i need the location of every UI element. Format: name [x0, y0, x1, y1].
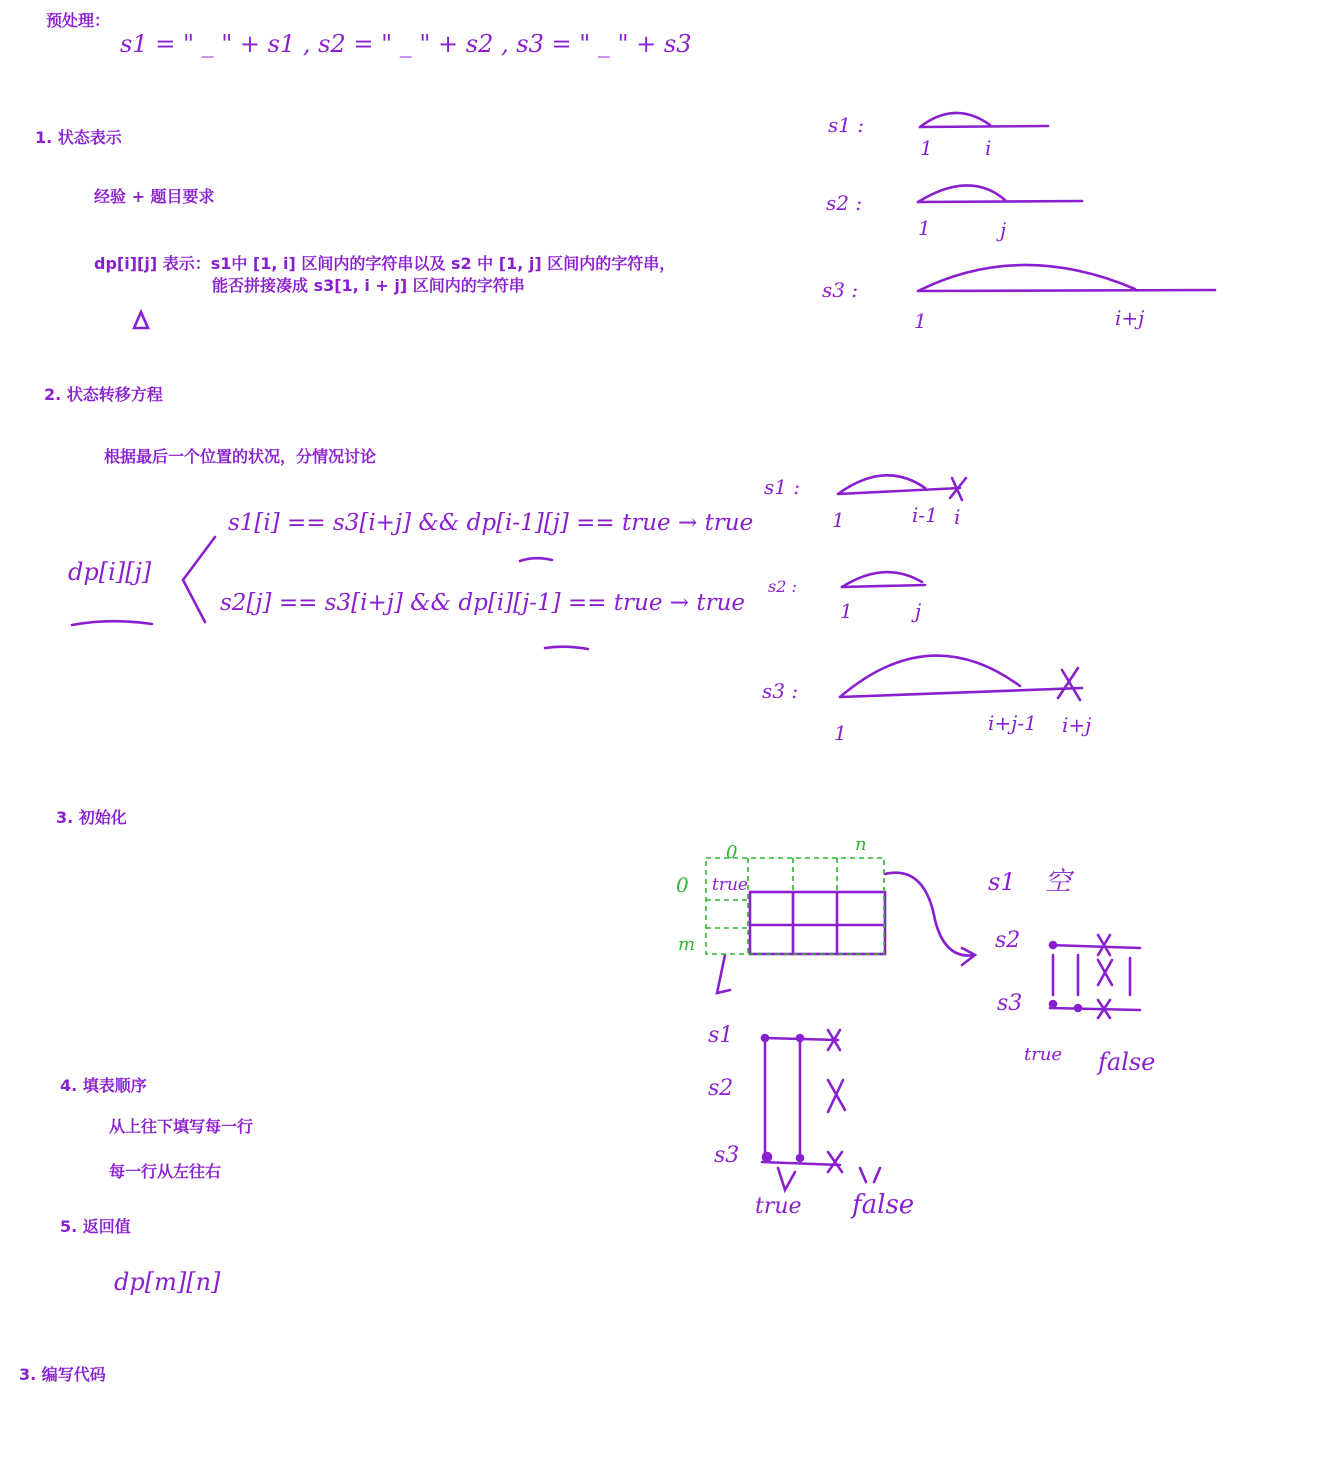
sk2-ij: i+j [1062, 713, 1092, 737]
sk2-ijm1: i+j-1 [988, 711, 1037, 735]
sk2-s3: s3 : [762, 679, 799, 703]
s3-arc [918, 265, 1135, 291]
section-4-line2: 每一行从左往右 [109, 1162, 222, 1181]
section-1-line3: 能否拼接凑成 s3[1, i + j] 区间内的字符串 [212, 276, 525, 295]
grid-row0: 0 [676, 873, 689, 897]
sideA-s3: s3 [997, 991, 1023, 1016]
section-2-line1: 根据最后一个位置的状况，分情况讨论 [104, 447, 377, 466]
s2b-line [842, 585, 925, 587]
grid-cell-true: true [712, 875, 748, 895]
triangle-doodle [134, 312, 148, 328]
s3b-line [840, 688, 1082, 697]
transition-brace [183, 537, 215, 622]
sk2-j: j [915, 599, 922, 623]
grid-rowm: m [678, 934, 696, 955]
section-2-title: 2. 状态转移方程 [44, 385, 163, 404]
sideB-false: false [852, 1190, 915, 1220]
grid-green [706, 858, 884, 954]
sideB-s2: s2 [708, 1076, 734, 1101]
sideA-lines [1050, 945, 1140, 1010]
sk1-1b: 1 [918, 216, 931, 240]
sideA-empty: 空 [1045, 867, 1072, 897]
sideA-false: false [1098, 1048, 1156, 1076]
preprocess-formula: s1 = " _ " + s1 , s2 = " _ " + s2 , s3 = " _ " + s3 [120, 30, 692, 58]
sideA-mid-cross [1098, 960, 1112, 985]
grid-green-inner [706, 858, 837, 954]
s1-arc [920, 113, 990, 127]
grid-purple [750, 892, 885, 954]
sideB-cross-bottom [828, 1152, 842, 1172]
preprocess-title: 预处理： [46, 11, 111, 30]
s2-line [918, 201, 1082, 202]
s1b-line [838, 488, 960, 494]
section-4-line1: 从上往下填写每一行 [109, 1117, 254, 1136]
return-value: dp[m][n] [114, 1268, 221, 1296]
sk1-s1: s1 : [828, 113, 865, 137]
sk1-1a: 1 [920, 136, 933, 160]
s3-line [918, 290, 1215, 291]
sk1-s2: s2 : [826, 191, 863, 215]
sk2-i: i [954, 505, 961, 529]
sideA-dot [1050, 1001, 1056, 1007]
s3b-cross [1058, 668, 1080, 700]
sideB-cross-mid [828, 1080, 845, 1112]
section-3-title: 3. 初始化 [56, 808, 127, 827]
case1-underline [520, 558, 552, 561]
sideB-lines [762, 1038, 840, 1165]
sk1-ij: i+j [1115, 306, 1145, 330]
sideA-dot [1050, 942, 1056, 948]
sk2-im1: i-1 [912, 503, 938, 527]
s2-arc [918, 185, 1005, 202]
sk2-s2: s2 : [768, 577, 797, 596]
sideA-true: true [1024, 1044, 1063, 1065]
s1-line [920, 126, 1048, 127]
grid-arrow [885, 873, 975, 965]
sk1-1c: 1 [914, 309, 927, 333]
sk2-1b: 1 [840, 599, 853, 623]
sideB-s1: s1 [708, 1023, 734, 1048]
case2-underline [545, 647, 588, 649]
section-1-line2: dp[i][j] 表示：s1中 [1, i] 区间内的字符串以及 s2 中 [1, j] 区间内的字符串， [94, 254, 676, 273]
dp-lhs: dp[i][j] [68, 558, 152, 586]
section-5-title: 5. 返回值 [60, 1217, 131, 1236]
section-code-title: 3. 编写代码 [19, 1365, 106, 1384]
section-4-title: 4. 填表顺序 [60, 1076, 147, 1095]
sideA-verticals [1053, 955, 1130, 995]
sk1-s3: s3 : [822, 278, 859, 302]
sideB-s3: s3 [714, 1143, 740, 1168]
lhs-underline [72, 621, 152, 625]
sk2-s1: s1 : [764, 475, 801, 499]
grid-col0: 0 [726, 842, 738, 863]
section-1-line1: 经验 + 题目要求 [94, 187, 215, 206]
sideA-dot [1075, 1005, 1081, 1011]
grid-coln: n [855, 834, 867, 855]
transition-case-1: s1[i] == s3[i+j] && dp[i-1][j] == true → true [228, 510, 754, 536]
sideB-true: true [755, 1194, 802, 1219]
sideA-s1: s1 [988, 868, 1016, 896]
sk1-j: j [1000, 218, 1007, 242]
sk2-1c: 1 [834, 721, 847, 745]
sk1-i: i [985, 136, 992, 160]
grid-purple-inner [750, 892, 885, 954]
sideA-s2: s2 [995, 928, 1021, 953]
grid-down-arrow [717, 955, 730, 993]
transition-case-2: s2[j] == s3[i+j] && dp[i][j-1] == true → true [220, 590, 746, 616]
sk2-1a: 1 [832, 508, 845, 532]
section-1-title: 1. 状态表示 [35, 128, 122, 147]
